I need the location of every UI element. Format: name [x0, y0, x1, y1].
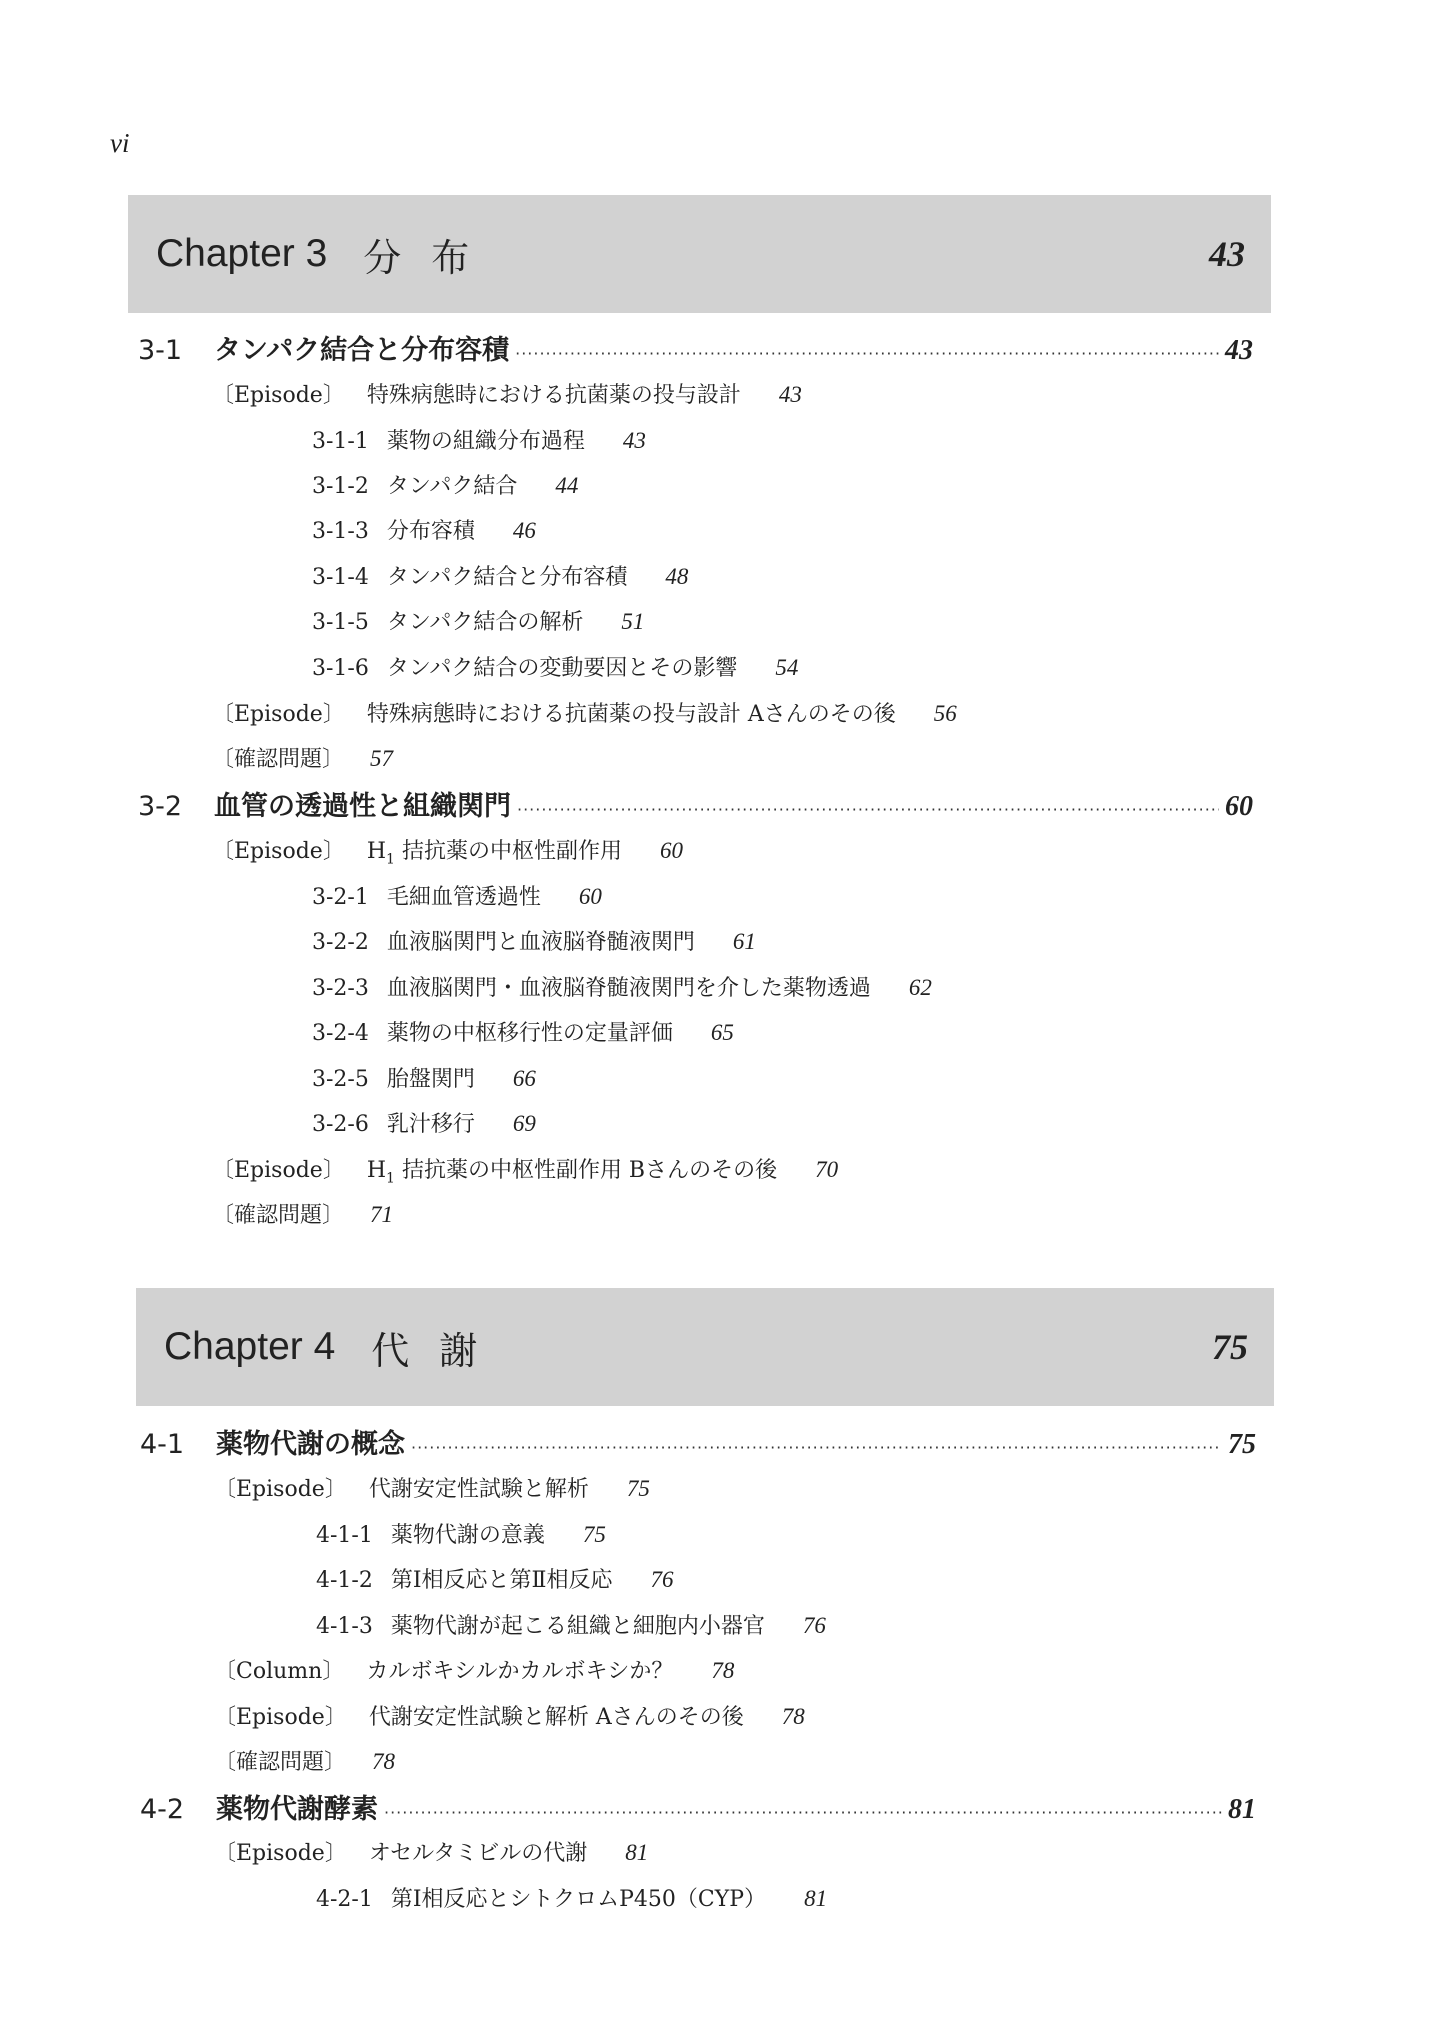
toc-entry[interactable]	[312, 651, 798, 682]
entry-label: 4-2-1	[316, 1887, 373, 1912]
toc-entry[interactable]	[312, 560, 688, 591]
toc-entry[interactable]	[214, 1472, 650, 1503]
section-number: 4-1	[140, 1429, 185, 1460]
entry-label: 4-1-2	[316, 1568, 373, 1593]
entry-title: 薬物代謝の意義	[390, 1523, 545, 1548]
section-page: 75	[1228, 1429, 1256, 1460]
entry-page: 81	[625, 1840, 649, 1865]
section-title: タンパク結合と分布容積	[214, 335, 510, 366]
leader-dots	[517, 800, 1219, 819]
entry-page: 62	[908, 975, 932, 1000]
toc-entry[interactable]	[312, 1062, 536, 1093]
entry-label: 〔Episode〕	[212, 839, 345, 864]
entry-title: タンパク結合の解析	[386, 610, 584, 635]
entry-title: タンパク結合	[386, 474, 518, 499]
entry-page: 81	[804, 1886, 828, 1911]
entry-title: $H_1$ 拮抗薬の中枢性副作用 Bさんのその後	[366, 1158, 778, 1187]
entry-page: 60	[659, 838, 683, 863]
entry-page: 43	[778, 382, 802, 407]
toc-entry[interactable]	[214, 1745, 395, 1776]
section-heading[interactable]	[138, 784, 1253, 823]
chapter-title: 代謝	[371, 1328, 508, 1373]
entry-label: 3-2-1	[312, 885, 369, 910]
entry-page: 57	[370, 746, 394, 771]
entry-label: 〔Episode〕	[212, 383, 345, 408]
section-page: 60	[1225, 791, 1253, 822]
entry-label: 3-2-2	[312, 930, 369, 955]
entry-label: 3-1-6	[312, 656, 369, 681]
section-number: 4-2	[140, 1794, 185, 1825]
entry-title: 代謝安定性試験と解析 Aさんのその後	[368, 1705, 744, 1730]
chapter-label: Chapter 4	[164, 1325, 336, 1368]
toc-entry[interactable]	[316, 1563, 674, 1594]
entry-label: 3-2-4	[312, 1021, 369, 1046]
entry-label: 3-1-5	[312, 610, 369, 635]
entry-page: 69	[512, 1111, 536, 1136]
entry-title: 第Ⅰ相反応と第Ⅱ相反応	[390, 1568, 613, 1593]
toc-entry[interactable]	[312, 925, 756, 956]
toc-entry[interactable]	[312, 1016, 734, 1047]
entry-title: 第Ⅰ相反応とシトクロムP450（CYP）	[390, 1887, 767, 1912]
page-number: vi	[110, 128, 130, 158]
toc-entry[interactable]	[312, 424, 646, 455]
section-title: 薬物代謝酵素	[216, 1794, 378, 1825]
entry-page: 51	[621, 609, 645, 634]
leader-dots	[384, 1803, 1222, 1822]
entry-label: 4-1-1	[316, 1523, 373, 1548]
toc-entry[interactable]	[214, 1836, 648, 1867]
entry-title: タンパク結合と分布容積	[386, 565, 628, 590]
toc-entry[interactable]	[312, 469, 578, 500]
entry-label: 〔Episode〕	[212, 702, 345, 727]
entry-label: 〔確認問題〕	[214, 1750, 347, 1775]
section-page: 43	[1225, 335, 1253, 366]
entry-label: 4-1-3	[316, 1614, 373, 1639]
entry-label: 3-1-4	[312, 565, 369, 590]
entry-label: 〔Episode〕	[214, 1477, 347, 1502]
section-title: 血管の透過性と組織関門	[214, 791, 511, 822]
section-number: 3-2	[138, 791, 183, 822]
toc-entry[interactable]	[312, 605, 644, 636]
entry-page: 54	[775, 655, 799, 680]
entry-page: 44	[555, 473, 579, 498]
entry-title: $H_1$ 拮抗薬の中枢性副作用	[366, 839, 622, 868]
entry-page: 71	[370, 1202, 394, 1227]
entry-page: 66	[512, 1066, 536, 1091]
toc-entry[interactable]	[212, 697, 957, 728]
entry-title: 乳汁移行	[386, 1112, 475, 1137]
entry-page: 75	[626, 1476, 650, 1501]
entry-title: 血液脳関門・血液脳脊髄液関門を介した薬物透過	[386, 976, 871, 1001]
entry-label: 〔Episode〕	[214, 1705, 347, 1730]
toc-entry[interactable]	[312, 1107, 536, 1138]
entry-title: 薬物代謝が起こる組織と細胞内小器官	[390, 1614, 765, 1639]
entry-page: 78	[711, 1658, 735, 1683]
section-number: 3-1	[138, 335, 183, 366]
entry-label: 3-1-2	[312, 474, 369, 499]
toc-entry[interactable]	[212, 378, 802, 409]
entry-label: 〔Episode〕	[214, 1841, 347, 1866]
entry-title: 毛細血管透過性	[386, 885, 541, 910]
entry-title: 薬物の中枢移行性の定量評価	[386, 1021, 673, 1046]
entry-title: カルボキシルかカルボキシか？	[366, 1659, 674, 1684]
toc-entry[interactable]	[214, 1654, 734, 1685]
toc-entry[interactable]	[214, 1700, 805, 1731]
entry-title: 代謝安定性試験と解析	[368, 1477, 589, 1502]
chapter-page: 43	[1209, 234, 1245, 274]
entry-page: 65	[710, 1020, 734, 1045]
toc-entry[interactable]	[312, 514, 536, 545]
entry-label: 3-2-5	[312, 1067, 369, 1092]
toc-entry[interactable]	[212, 742, 393, 773]
entry-title: 薬物の組織分布過程	[386, 429, 585, 454]
toc-entry[interactable]	[212, 1198, 393, 1229]
entry-title: 特殊病態時における抗菌薬の投与設計	[366, 383, 741, 408]
entry-label: 3-2-6	[312, 1112, 369, 1137]
section-title: 薬物代謝の概念	[216, 1429, 405, 1460]
section-heading[interactable]	[140, 1422, 1256, 1461]
toc-entry[interactable]	[312, 880, 602, 911]
chapter-title: 分布	[363, 235, 500, 280]
entry-page: 75	[582, 1522, 606, 1547]
entry-page: 76	[802, 1613, 826, 1638]
entry-page: 78	[372, 1749, 396, 1774]
entry-title: 特殊病態時における抗菌薬の投与設計 Aさんのその後	[366, 702, 896, 727]
chapter-page: 75	[1212, 1327, 1248, 1367]
entry-title: オセルタミビルの代謝	[368, 1841, 588, 1866]
chapter-header	[136, 1288, 1274, 1406]
entry-label: 3-2-3	[312, 976, 369, 1001]
entry-page: 46	[512, 518, 536, 543]
chapter-header	[128, 195, 1271, 313]
entry-title: 胎盤関門	[386, 1067, 475, 1092]
toc-entry[interactable]	[316, 1518, 606, 1549]
chapter-label: Chapter 3	[156, 232, 328, 275]
toc-entry[interactable]	[316, 1882, 827, 1913]
toc-entry[interactable]	[316, 1609, 826, 1640]
entry-label: 〔Column〕	[214, 1659, 345, 1684]
toc-entry[interactable]	[212, 834, 683, 867]
entry-label: 3-1-1	[312, 429, 369, 454]
entry-title: 分布容積	[386, 519, 475, 544]
entry-label: 3-1-3	[312, 519, 369, 544]
entry-page: 60	[578, 884, 602, 909]
entry-label: 〔確認問題〕	[212, 747, 345, 772]
entry-page: 78	[781, 1704, 805, 1729]
entry-title: 血液脳関門と血液脳脊髄液関門	[386, 930, 695, 955]
leader-dots	[515, 344, 1219, 363]
entry-label: 〔確認問題〕	[212, 1203, 345, 1228]
section-page: 81	[1228, 1794, 1256, 1825]
section-heading[interactable]	[140, 1787, 1256, 1826]
entry-label: 〔Episode〕	[212, 1158, 345, 1183]
entry-page: 76	[650, 1567, 674, 1592]
entry-title: タンパク結合の変動要因とその影響	[386, 656, 738, 681]
entry-page: 43	[622, 428, 646, 453]
toc-entry[interactable]	[212, 1153, 838, 1186]
entry-page: 56	[933, 701, 957, 726]
entry-page: 61	[732, 929, 756, 954]
leader-dots	[411, 1438, 1222, 1457]
toc-entry[interactable]	[312, 971, 932, 1002]
entry-page: 70	[815, 1157, 839, 1182]
section-heading[interactable]	[138, 328, 1253, 367]
entry-page: 48	[665, 564, 689, 589]
